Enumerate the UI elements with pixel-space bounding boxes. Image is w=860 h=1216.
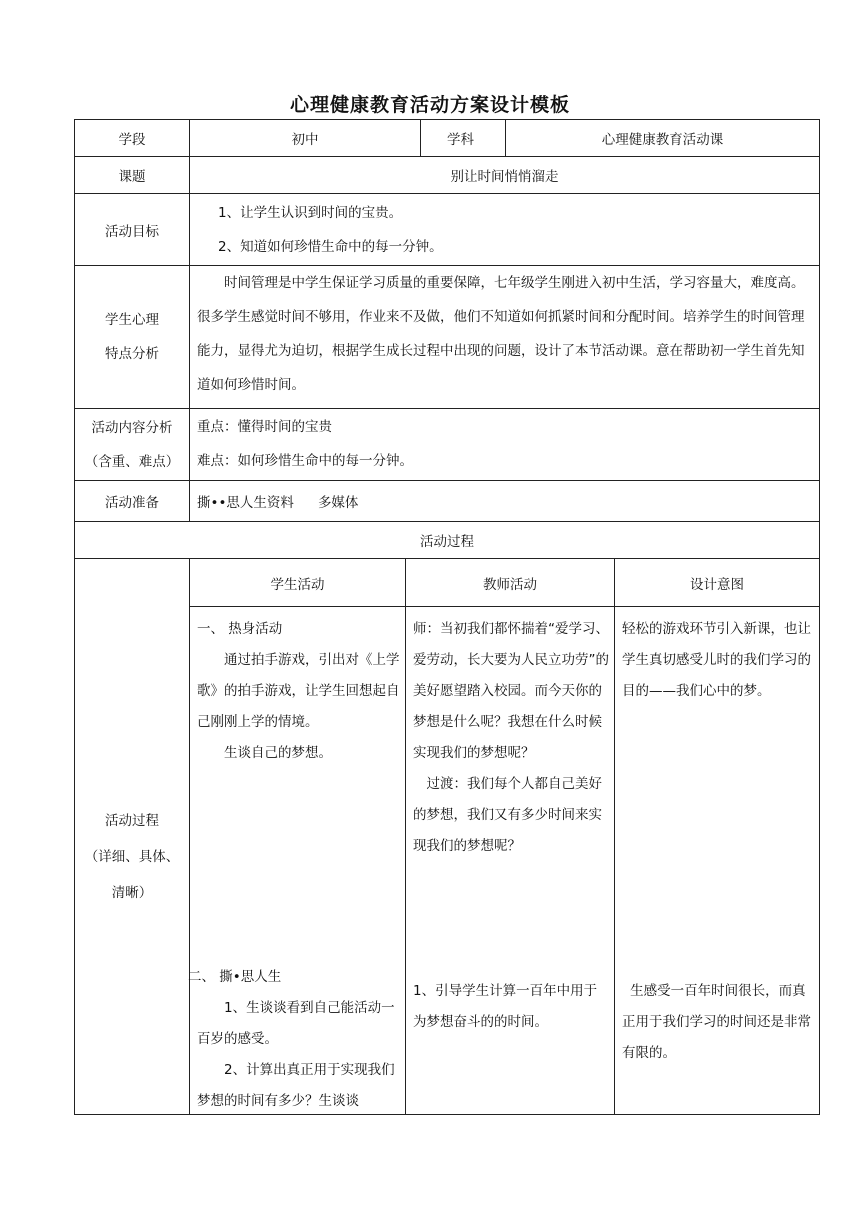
goal-item-2: 2、知道如何珍惜生命中的每一分钟。 xyxy=(218,239,443,255)
prep-materials: 撕••思人生资料 xyxy=(197,495,294,511)
content-analysis xyxy=(197,410,813,480)
intent-step1-text: 轻松的游戏环节引入新课，也让学生真切感受儿时的我们学习的目的——我们心中的梦。 xyxy=(622,621,811,699)
intent-1 xyxy=(622,614,815,764)
teacher-step1-text: 师：当初我们都怀揣着“爱学习、爱劳动，长大要为人民立功劳”的美好愿望踏入校园。而今天你的梦想是什么呢？我想在什么时候实现我们的梦想呢？ xyxy=(413,621,609,761)
psych-analysis-text: 时间管理是中学生保证学习质量的重要保障，七年级学生刚进入初中生活，学习容量大，难度高。很多学生感觉时间不够用，作业来不及做，他们不知道如何抓紧时间和分配时间。培养学生的时间管理能力，显得尤为迫切，根据学生成长过程中出现的问题，设计了本节活动课。意在帮助初一学生首先知道如何珍惜时间。 xyxy=(197,275,805,393)
content-analysis-label-line1: 活动内容分析 xyxy=(91,419,173,436)
student-step1-heading: 一、 热身活动 xyxy=(197,621,283,637)
teacher-step2-text: 1、引导学生计算一百年中用于为梦想奋斗的的时间。 xyxy=(413,983,598,1030)
stage-value: 初中 xyxy=(291,132,319,148)
prep-media: 多媒体 xyxy=(317,495,359,511)
process-label-line3: 清晰） xyxy=(111,884,153,901)
goal-label: 活动目标 xyxy=(105,223,159,240)
student-step2-item2: 2、计算出真正用于实现我们梦想的时间有多少？生谈谈 xyxy=(197,1062,395,1109)
student-step1-text: 通过拍手游戏，引出对《上学歌》的拍手游戏，让学生回想起自己刚刚上学的情境。 xyxy=(197,652,400,730)
topic-value: 别让时间悄悄溜走 xyxy=(450,169,559,185)
content-analysis-label-line2: （含重、难点） xyxy=(84,453,180,470)
intent-2 xyxy=(622,976,815,1076)
process-label-line1: 活动过程 xyxy=(105,812,159,829)
psych-label xyxy=(75,266,189,408)
topic-label: 课题 xyxy=(118,169,146,185)
psych-analysis xyxy=(197,266,813,408)
col-teacher-header: 教师活动 xyxy=(483,576,537,593)
student-step2-heading: 二、 撕•思人生 xyxy=(188,969,282,985)
process-heading: 活动过程 xyxy=(420,534,474,550)
student-activity-1 xyxy=(197,614,402,914)
process-label-line2: （详细、具体、 xyxy=(84,848,180,865)
intent-step2-text: 生感受一百年时间很长，而真正用于我们学习的时间还是非常有限的。 xyxy=(622,983,811,1061)
page-title: 心理健康教育活动方案设计模板 xyxy=(289,94,570,116)
student-step1-dream: 生谈自己的梦想。 xyxy=(224,745,332,761)
teacher-activity-1 xyxy=(413,614,610,914)
student-activity-2 xyxy=(188,962,403,1114)
prep-label: 活动准备 xyxy=(105,495,159,511)
goal-list xyxy=(218,196,808,264)
prep-content xyxy=(197,481,813,521)
student-step2-item1: 1、生谈谈看到自己能活动一百岁的感受。 xyxy=(197,1000,395,1047)
content-analysis-label xyxy=(75,409,189,480)
stage-label: 学段 xyxy=(118,132,146,148)
process-label xyxy=(75,559,189,1114)
col-intent-header: 设计意图 xyxy=(690,576,744,593)
subject-label: 学科 xyxy=(447,132,474,148)
difficulty-point: 难点：如何珍惜生命中的每一分钟。 xyxy=(197,453,413,469)
col-student-header: 学生活动 xyxy=(270,576,325,593)
subject-value: 心理健康教育活动课 xyxy=(601,132,724,148)
psych-label-line2: 特点分析 xyxy=(105,346,159,362)
teacher-step1-transition: 过渡：我们每个人都自己美好的梦想，我们又有多少时间来实现我们的梦想呢？ xyxy=(413,776,602,854)
key-point: 重点：懂得时间的宝贵 xyxy=(197,419,332,435)
psych-label-line1: 学生心理 xyxy=(105,312,159,328)
teacher-activity-2 xyxy=(413,976,610,1056)
goal-item-1: 1、让学生认识到时间的宝贵。 xyxy=(218,205,403,221)
